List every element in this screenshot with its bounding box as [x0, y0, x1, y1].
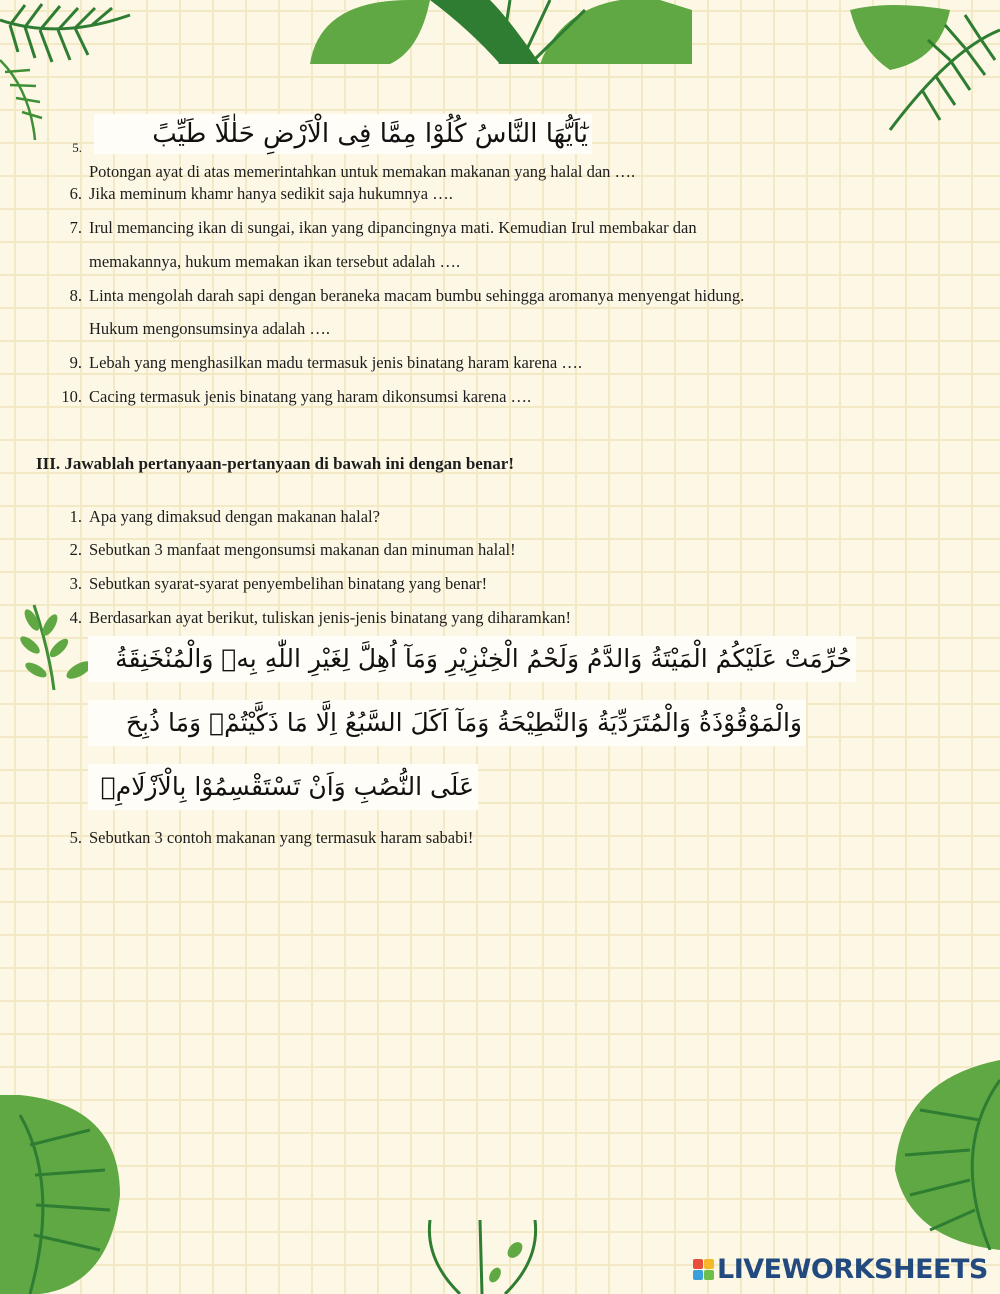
question-number: 2.: [69, 540, 82, 559]
question-text: Irul memancing ikan di sungai, ikan yang dipancingnya mati. Kemudian Irul membakar dan: [89, 218, 697, 237]
question-number: 5.: [72, 140, 82, 155]
bottom-left-leaf-icon: [0, 1085, 150, 1294]
question-number: 9.: [69, 353, 82, 372]
top-right-palm-leaf-icon: [830, 0, 1000, 140]
question-number: 10.: [61, 387, 82, 406]
logo-text: LIVEWORKSHEETS: [717, 1254, 988, 1285]
question-text: Cacing termasuk jenis binatang yang haram dikonsumsi karena ….: [89, 387, 532, 406]
arabic-verse-line: وَالْمَوْقُوْذَةُ وَالْمُتَرَدِّيَةُ وَالنَّطِيْحَةُ وَمَآ اَكَلَ السَّبُعُ اِلَّا مَا ذَكَّيْتُمْۗ وَمَا ذُبِحَ: [88, 700, 806, 746]
question-text: Apa yang dimaksud dengan makanan halal?: [89, 507, 380, 526]
arabic-verse-line: عَلَى النُّصُبِ وَاَنْ تَسْتَقْسِمُوْا بِالْاَزْلَامِۗ: [88, 764, 478, 810]
bottom-right-leaf-icon: [870, 1060, 1000, 1250]
question-number: 4.: [69, 608, 82, 627]
question-text: Sebutkan syarat-syarat penyembelihan binatang yang benar!: [89, 574, 488, 593]
question-text: Jika meminum khamr hanya sedikit saja hukumnya ….: [89, 184, 453, 203]
question-number: 6.: [69, 184, 82, 203]
question-number: 7.: [69, 218, 82, 237]
question-text: Linta mengolah darah sapi dengan beraneka macam bumbu sehingga aromanya menyengat hidung.: [89, 286, 745, 305]
top-center-leaf-icon: [300, 0, 700, 64]
question-text: Berdasarkan ayat berikut, tuliskan jenis-jenis binatang yang diharamkan!: [89, 608, 572, 627]
section-heading: III. Jawablah pertanyaan-pertanyaan di bawah ini dengan benar!: [36, 454, 514, 473]
liveworksheets-logo[interactable]: [693, 1254, 988, 1285]
logo-mark-icon: [693, 1259, 714, 1280]
question-number: 5.: [69, 828, 82, 847]
arabic-verse-line: حُرِّمَتْ عَلَيْكُمُ الْمَيْتَةُ وَالدَّمُ وَلَحْمُ الْخِنْزِيْرِ وَمَآ اُهِلَّ لِغَيْرِ اللّٰهِ بِهٖ وَالْمُنْخَنِقَةُ: [88, 636, 856, 682]
bottom-center-vine-icon: [420, 1220, 550, 1294]
arabic-verse: يٰٓاَيُّهَا النَّاسُ كُلُوْا مِمَّا فِى الْاَرْضِ حَلٰلًا طَيِّبً: [94, 114, 592, 154]
question-text: Lebah yang menghasilkan madu termasuk jenis binatang haram karena ….: [89, 353, 583, 372]
question-text: Sebutkan 3 contoh makanan yang termasuk haram sababi!: [89, 828, 474, 847]
question-number: 8.: [69, 286, 82, 305]
question-text: Sebutkan 3 manfaat mengonsumsi makanan dan minuman halal!: [89, 540, 516, 559]
question-number: 1.: [69, 507, 82, 526]
question-number: 3.: [69, 574, 82, 593]
